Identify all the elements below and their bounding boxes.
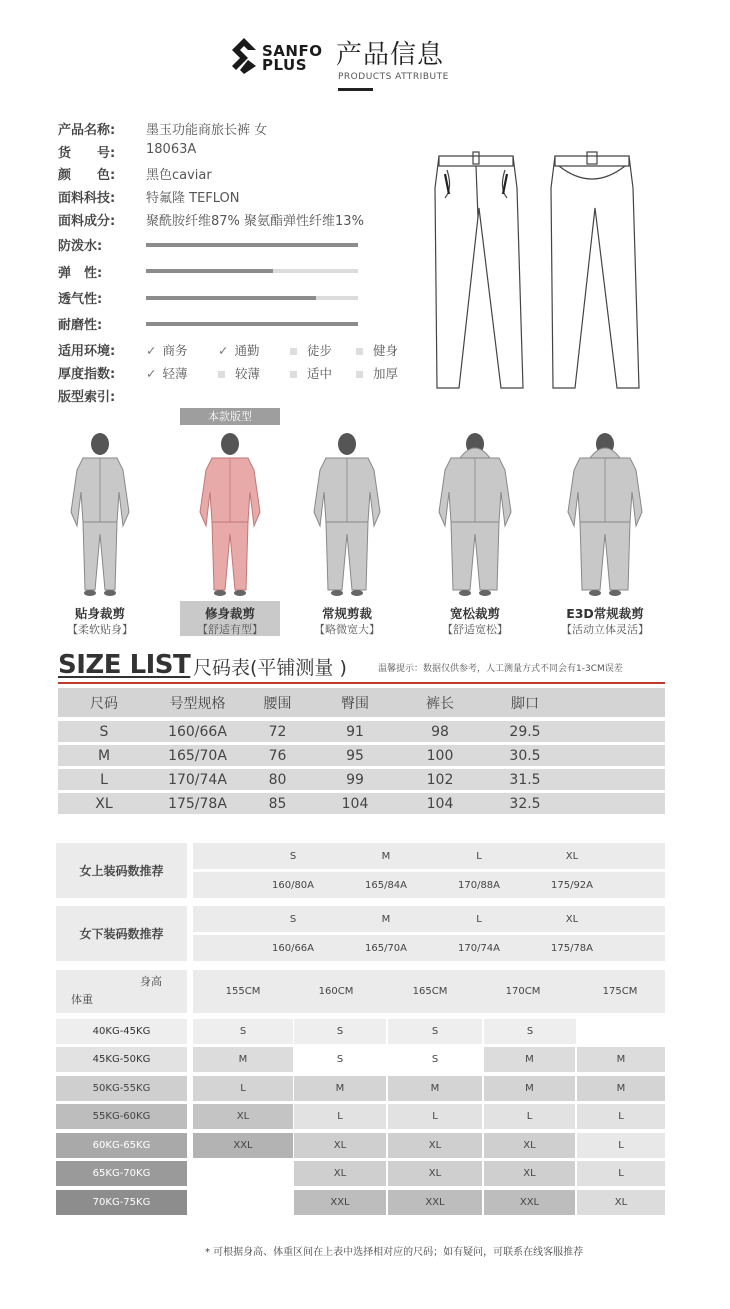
pants-illustration (425, 148, 665, 398)
fit-figure-icon (45, 430, 155, 598)
environment-option[interactable] (146, 341, 188, 359)
thickness-option[interactable] (146, 364, 188, 382)
fit-figure-icon (550, 430, 660, 598)
rec-size-cell: XL (193, 1104, 293, 1129)
env-key: 适用环境: (58, 344, 116, 359)
thickness-option-label: 加厚 (373, 366, 399, 381)
rec-size: XL (565, 850, 579, 862)
rec-size-cell: S (294, 1019, 386, 1044)
rec-weight: 65KG-70KG (56, 1161, 187, 1186)
rating-key-wear: 耐磨性: (58, 318, 103, 333)
rec-size: S (289, 850, 297, 862)
unchecked-box-icon (290, 348, 297, 355)
environment-option-label: 商务 (162, 343, 188, 358)
attr-key-composition: 面料成分: (58, 214, 116, 229)
environment-option[interactable] (218, 341, 260, 359)
rec-spec: 175/92A (550, 879, 594, 891)
size-header-cell: 号型规格 (169, 695, 226, 712)
fit-desc: 【略微宽大】 (314, 623, 380, 636)
fit-desc: 【舒适有型】 (197, 623, 263, 636)
attr-value-name: 墨玉功能商旅长裤 女 (146, 123, 268, 138)
thickness-key: 厚度指数: (58, 367, 116, 382)
rec-size-cell: S (388, 1019, 482, 1044)
environment-option[interactable] (290, 341, 332, 359)
size-header-cell: 裤长 (426, 695, 454, 712)
rec-spec: 160/66A (271, 942, 315, 954)
rec-size-cell: M (193, 1047, 293, 1072)
size-cell: 91 (346, 723, 364, 740)
rec-size: L (476, 850, 482, 862)
rec-size-cell: XL (294, 1161, 386, 1186)
page-title: 产品信息 (336, 40, 445, 70)
rec-size-cell: XL (577, 1190, 665, 1215)
rating-key-stretch: 弹 性: (58, 266, 103, 281)
rec-size-cell: L (294, 1104, 386, 1129)
size-cell: 72 (268, 723, 287, 740)
environment-option[interactable] (356, 341, 398, 359)
rec-height-label: 身高 (140, 975, 162, 988)
page-subtitle: PRODUCTS ATTRIBUTE (338, 72, 449, 82)
unchecked-box-icon (356, 348, 363, 355)
size-header-cell: 尺码 (90, 695, 118, 712)
fit-name: 常规剪裁 (321, 606, 372, 621)
rec-size: M (381, 850, 391, 862)
attr-key-tech: 面料科技: (58, 191, 116, 206)
rec-size-cell: L (577, 1104, 665, 1129)
environment-option-label: 健身 (373, 343, 399, 358)
thickness-option-label: 轻薄 (162, 366, 188, 381)
check-icon: ✓ (146, 343, 157, 358)
rec-spec: 170/74A (457, 942, 501, 954)
rating-bar-fill (146, 243, 358, 247)
check-icon: ✓ (218, 343, 229, 358)
rec-size-cell: S (484, 1019, 576, 1044)
size-cell: 99 (346, 771, 364, 788)
fit-figure-icon (175, 430, 285, 598)
rating-key-breath: 透气性: (58, 292, 103, 307)
environment-option-label: 通勤 (234, 343, 260, 358)
size-cell: 100 (426, 747, 454, 764)
rec-size-cell: M (294, 1076, 386, 1101)
rec-spec: 160/80A (271, 879, 315, 891)
rec-size-cell: XL (484, 1133, 575, 1158)
size-cell: S (99, 723, 109, 740)
fit-index-key: 版型索引: (58, 390, 116, 405)
thickness-option[interactable] (356, 364, 398, 382)
rec-size-cell: M (577, 1076, 665, 1101)
check-icon: ✓ (146, 366, 157, 381)
rec-weight: 70KG-75KG (56, 1190, 187, 1215)
size-cell: 76 (268, 747, 287, 764)
thickness-option-label: 适中 (307, 366, 333, 381)
sanfo-logo-icon (232, 38, 256, 74)
size-cell: 104 (341, 795, 369, 812)
rec-height: 175CM (602, 986, 638, 997)
fit-desc: 【柔软贴身】 (67, 623, 133, 636)
rating-key-water: 防泼水: (58, 239, 103, 254)
rec-size: S (289, 913, 297, 925)
attr-value-tech: 特氟隆 TEFLON (146, 191, 240, 206)
fit-name: E3D常规裁剪 (566, 606, 644, 621)
rec-weight: 50KG-55KG (56, 1076, 187, 1101)
attr-value-color: 黑色caviar (146, 168, 212, 183)
rec-size: M (381, 913, 391, 925)
size-list-title: SIZE LIST (58, 650, 191, 680)
attr-key-name: 产品名称: (58, 123, 116, 138)
rec-size-cell: L (193, 1076, 293, 1101)
rec-size-cell: XL (388, 1133, 482, 1158)
size-cell: 160/66A (168, 723, 227, 740)
rec-weight: 40KG-45KG (56, 1019, 187, 1044)
size-list-divider (58, 682, 665, 684)
size-cell: 175/78A (168, 795, 227, 812)
size-cell: 170/74A (168, 771, 227, 788)
size-cell: 104 (426, 795, 454, 812)
rec-spec: 165/84A (364, 879, 408, 891)
rec-size-cell: L (388, 1104, 482, 1129)
size-cell: 29.5 (509, 723, 541, 740)
brand-line1: SANFO (262, 42, 323, 60)
size-list-note: 温馨提示：数据仅供参考，人工测量方式不同会有1-3CM误差 (378, 664, 623, 674)
title-underline (338, 88, 373, 91)
rating-bar-fill (146, 296, 316, 300)
fit-figure-icon (292, 430, 402, 598)
thickness-option[interactable] (290, 364, 332, 382)
brand-line2: PLUS (262, 56, 308, 74)
fit-name: 贴身裁剪 (74, 606, 125, 621)
rec-size-cell: XXL (388, 1190, 482, 1215)
unchecked-box-icon (356, 371, 363, 378)
attr-key-code: 货 号: (58, 146, 116, 161)
rec-size-cell: S (388, 1047, 482, 1072)
attr-value-composition: 聚酰胺纤维87% 聚氨酯弹性纤维13% (146, 214, 364, 229)
rec-size-cell: M (484, 1047, 575, 1072)
size-header-cell: 脚口 (511, 695, 539, 712)
current-fit-label: 本款版型 (180, 408, 280, 425)
unchecked-box-icon (218, 371, 225, 378)
attr-key-color: 颜 色: (58, 168, 116, 183)
size-cell: 30.5 (509, 747, 541, 764)
fit-name: 宽松裁剪 (449, 606, 500, 621)
environment-option-label: 徒步 (307, 343, 333, 358)
rec-size-cell: XXL (484, 1190, 575, 1215)
rec-weight-label: 体重 (71, 993, 93, 1006)
page-header (0, 0, 730, 100)
rec-size: XL (565, 913, 579, 925)
rec-size-cell: S (294, 1047, 386, 1072)
attr-value-code: 18063A (146, 142, 197, 157)
rec-spec: 175/78A (550, 942, 594, 954)
rec-weight: 60KG-65KG (56, 1133, 187, 1158)
rec-size-cell: XXL (193, 1133, 293, 1158)
unchecked-box-icon (290, 371, 297, 378)
size-cell: L (100, 771, 108, 788)
rec-size-cell: L (484, 1104, 575, 1129)
size-list-title-cn: 尺码表(平铺测量 ) (193, 657, 347, 679)
rec-height: 165CM (412, 986, 448, 997)
rec-spec: 170/88A (457, 879, 501, 891)
rec-size-cell: XL (294, 1133, 386, 1158)
rec-spec: 165/70A (364, 942, 408, 954)
fit-desc: 【舒适宽松】 (442, 623, 508, 636)
rec-size-cell: L (577, 1161, 665, 1186)
rating-bar-fill (146, 322, 358, 326)
size-header-cell: 臀围 (341, 695, 369, 712)
size-cell: 98 (431, 723, 449, 740)
rec-size-cell: XXL (294, 1190, 386, 1215)
size-cell: 31.5 (509, 771, 541, 788)
size-cell: 32.5 (509, 795, 541, 812)
rec-size-cell: M (577, 1047, 665, 1072)
rec-size-cell: L (577, 1133, 665, 1158)
thickness-option-label: 较薄 (235, 366, 261, 381)
rec-weight: 45KG-50KG (56, 1047, 187, 1072)
size-cell: 165/70A (168, 747, 227, 764)
rec-size-cell: M (388, 1076, 482, 1101)
rec-size-cell: XL (484, 1161, 575, 1186)
rec-size-cell: XL (388, 1161, 482, 1186)
rec-block-label: 女上装码数推荐 (56, 843, 187, 898)
rec-size: L (476, 913, 482, 925)
size-cell: 80 (268, 771, 287, 788)
rec-size-cell: M (484, 1076, 575, 1101)
rec-weight: 55KG-60KG (56, 1104, 187, 1129)
rec-height: 160CM (318, 986, 354, 997)
size-cell: 102 (426, 771, 454, 788)
fit-name: 修身裁剪 (204, 606, 255, 621)
fit-figure-icon (420, 430, 530, 598)
size-cell: 95 (346, 747, 364, 764)
footer-note: * 可根据身高、体重区间在上表中选择相对应的尺码；如有疑问，可联系在线客服推荐 (205, 1247, 584, 1258)
size-cell: XL (95, 795, 113, 812)
rec-size-cell: S (193, 1019, 293, 1044)
rating-bar-fill (146, 269, 273, 273)
rec-height: 170CM (505, 986, 541, 997)
size-cell: 85 (268, 795, 287, 812)
rec-block-label: 女下装码数推荐 (56, 906, 187, 961)
rec-height: 155CM (225, 986, 261, 997)
size-cell: M (97, 747, 111, 764)
fit-desc: 【活动立体灵活】 (561, 623, 649, 636)
size-header-cell: 腰围 (263, 695, 292, 712)
thickness-option[interactable] (218, 364, 260, 382)
